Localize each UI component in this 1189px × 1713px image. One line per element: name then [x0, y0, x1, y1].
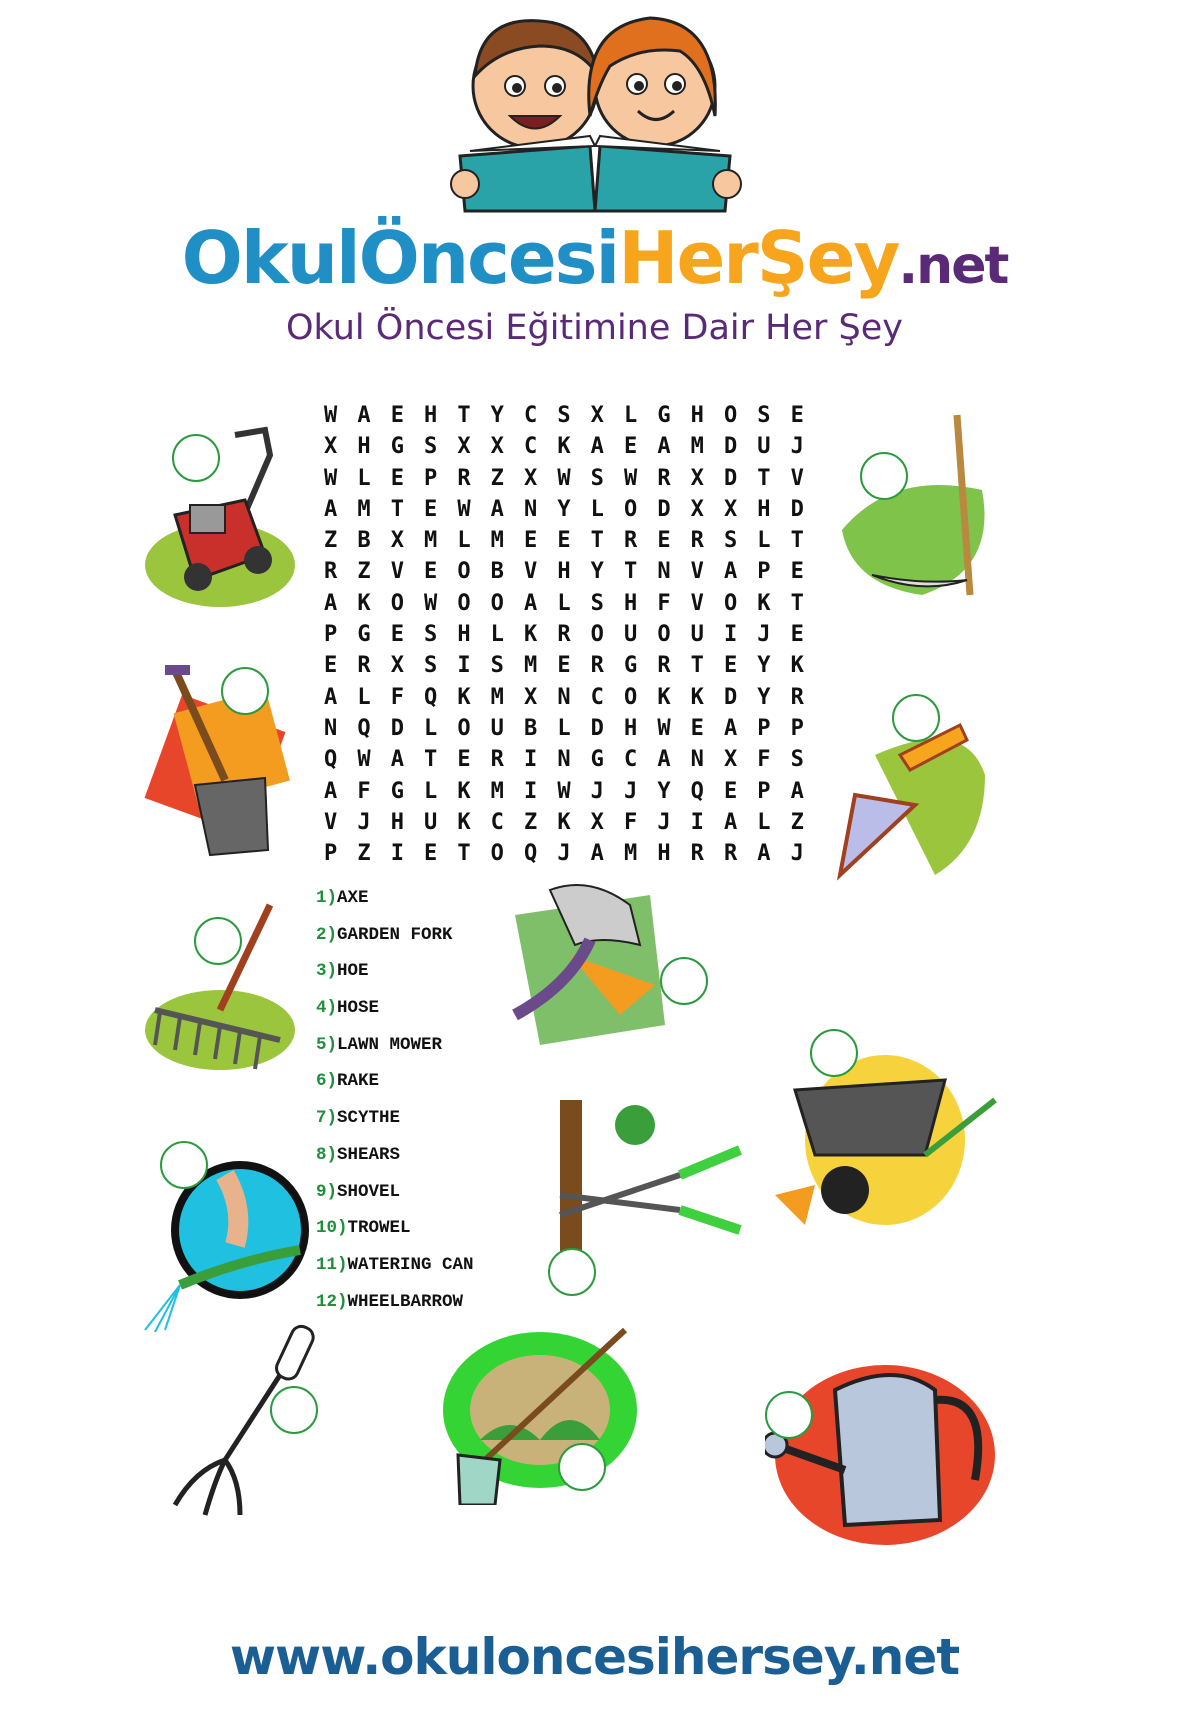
grid-letter[interactable]: A	[657, 434, 671, 460]
grid-letter[interactable]: P	[324, 622, 338, 648]
answer-circle-wheelbarrow[interactable]	[810, 1029, 858, 1077]
grid-letter[interactable]: O	[657, 622, 671, 648]
grid-letter[interactable]: V	[524, 559, 538, 585]
grid-letter[interactable]: I	[524, 778, 538, 804]
grid-letter[interactable]: A	[723, 715, 738, 741]
grid-letter[interactable]: Y	[590, 559, 604, 585]
grid-letter[interactable]: W	[623, 465, 638, 491]
grid-row	[314, 619, 814, 650]
grid-letter[interactable]: O	[390, 590, 404, 616]
grid-letter[interactable]: X	[390, 528, 404, 554]
grid-letter[interactable]: E	[623, 434, 638, 460]
grid-letter[interactable]: A	[324, 778, 338, 804]
grid-letter[interactable]: J	[757, 622, 771, 648]
grid-letter[interactable]: W	[357, 747, 371, 773]
answer-circle-hoe[interactable]	[558, 1443, 606, 1491]
grid-letter[interactable]: F	[623, 809, 638, 835]
grid-letter[interactable]: A	[723, 809, 738, 835]
grid-letter[interactable]: H	[757, 496, 771, 522]
grid-letter[interactable]: O	[590, 622, 604, 648]
grid-letter[interactable]: S	[757, 403, 771, 428]
grid-letter[interactable]: U	[490, 715, 504, 741]
grid-letter[interactable]: L	[490, 622, 504, 648]
word-number: 1)	[316, 888, 338, 908]
grid-letter[interactable]: O	[457, 590, 471, 616]
word-list-item	[316, 1137, 576, 1174]
word-number: 3)	[316, 961, 338, 982]
brand-part-okuloncesi: OkulÖncesi	[181, 216, 619, 300]
grid-letter[interactable]: K	[557, 809, 571, 835]
grid-letter[interactable]: K	[790, 653, 804, 679]
grid-letter[interactable]: H	[457, 622, 471, 648]
grid-letter[interactable]: J	[790, 434, 804, 460]
grid-letter[interactable]: U	[623, 622, 638, 648]
answer-circle-scythe[interactable]	[860, 452, 908, 500]
grid-letter[interactable]: H	[623, 590, 638, 616]
grid-letter[interactable]: L	[757, 528, 771, 554]
grid-letter[interactable]: D	[723, 434, 738, 460]
grid-row	[314, 650, 814, 681]
answer-circle-hose[interactable]	[160, 1141, 208, 1189]
grid-letter[interactable]: Q	[324, 747, 338, 773]
grid-letter[interactable]: Y	[557, 496, 571, 522]
grid-letter[interactable]: N	[524, 496, 538, 522]
grid-letter[interactable]: U	[424, 809, 438, 835]
grid-letter[interactable]: J	[557, 841, 571, 867]
grid-letter[interactable]: E	[790, 622, 804, 648]
grid-letter[interactable]: R	[690, 528, 704, 554]
grid-letter[interactable]: R	[324, 559, 338, 585]
word-number: 11)	[316, 1254, 348, 1275]
brand-title	[0, 216, 1189, 300]
grid-letter[interactable]: D	[390, 715, 404, 741]
grid-letter[interactable]: Z	[357, 559, 371, 585]
grid-letter[interactable]: T	[623, 559, 638, 585]
grid-letter[interactable]: N	[657, 559, 671, 585]
grid-letter[interactable]: C	[490, 809, 504, 835]
word-text: GARDEN FORK	[337, 924, 453, 945]
watering-can-icon	[765, 1350, 995, 1550]
grid-letter[interactable]: R	[657, 465, 671, 491]
grid-letter[interactable]: O	[490, 841, 504, 867]
grid-letter[interactable]: M	[424, 528, 438, 554]
grid-letter[interactable]: A	[590, 841, 604, 867]
grid-letter[interactable]: C	[590, 684, 604, 710]
word-number: 7)	[316, 1108, 338, 1129]
word-list-item	[316, 1210, 576, 1247]
word-list-item	[316, 1247, 576, 1284]
grid-letter[interactable]: N	[690, 747, 704, 773]
grid-letter[interactable]: E	[557, 653, 571, 679]
grid-letter[interactable]: N	[324, 715, 338, 741]
grid-letter[interactable]: O	[490, 590, 504, 616]
grid-row	[314, 776, 814, 807]
grid-letter[interactable]: S	[590, 590, 604, 616]
grid-letter[interactable]: Y	[757, 653, 771, 679]
answer-circle-trowel[interactable]	[892, 694, 940, 742]
grid-letter[interactable]: R	[790, 684, 804, 710]
grid-letter[interactable]: A	[657, 747, 671, 773]
word-number: 8)	[316, 1144, 338, 1165]
grid-letter[interactable]: Q	[690, 778, 704, 804]
grid-letter[interactable]: K	[524, 622, 538, 648]
grid-letter[interactable]: X	[590, 809, 604, 835]
grid-letter[interactable]: A	[490, 496, 504, 522]
grid-letter[interactable]: Z	[790, 809, 804, 835]
grid-letter[interactable]: V	[390, 559, 404, 585]
grid-letter[interactable]: A	[524, 590, 538, 616]
grid-letter[interactable]: M	[490, 528, 504, 554]
grid-letter[interactable]: E	[390, 465, 404, 491]
grid-letter[interactable]: C	[524, 434, 538, 460]
grid-letter[interactable]: R	[490, 747, 504, 773]
grid-letter[interactable]: T	[790, 528, 804, 554]
grid-letter[interactable]: M	[524, 653, 538, 679]
grid-letter[interactable]: R	[357, 653, 371, 679]
grid-letter[interactable]: X	[690, 465, 704, 491]
word-text: HOSE	[337, 998, 380, 1019]
word-text: SCYTHE	[337, 1108, 401, 1129]
grid-letter[interactable]: I	[723, 622, 738, 648]
grid-letter[interactable]: L	[557, 590, 571, 616]
grid-letter[interactable]: P	[790, 715, 804, 741]
grid-letter[interactable]: X	[390, 653, 404, 679]
kids-reading-logo	[440, 6, 750, 221]
grid-letter[interactable]: Z	[324, 528, 338, 554]
grid-letter[interactable]: G	[590, 747, 604, 773]
word-list-item	[316, 1174, 576, 1211]
grid-row	[314, 744, 814, 775]
grid-letter[interactable]: P	[757, 559, 771, 585]
grid-letter[interactable]: E	[790, 559, 804, 585]
grid-letter[interactable]: E	[524, 528, 538, 554]
grid-letter[interactable]: H	[357, 434, 371, 460]
grid-letter[interactable]: K	[357, 590, 371, 616]
grid-letter[interactable]: T	[424, 747, 438, 773]
grid-letter[interactable]: Z	[490, 465, 504, 491]
grid-letter[interactable]: T	[690, 653, 704, 679]
grid-letter[interactable]: X	[590, 403, 604, 428]
answer-circle-shovel[interactable]	[221, 667, 269, 715]
grid-letter[interactable]: K	[457, 778, 471, 804]
grid-letter[interactable]: K	[690, 684, 704, 710]
grid-letter[interactable]: I	[524, 747, 538, 773]
word-text: SHOVEL	[337, 1181, 401, 1202]
grid-letter[interactable]: Q	[357, 715, 371, 741]
grid-letter[interactable]: E	[424, 841, 438, 867]
grid-letter[interactable]: O	[723, 403, 738, 428]
word-search-grid	[314, 400, 814, 869]
grid-letter[interactable]: L	[623, 403, 638, 428]
grid-letter[interactable]: W	[557, 778, 571, 804]
grid-letter[interactable]: E	[690, 715, 704, 741]
grid-letter[interactable]: P	[757, 715, 771, 741]
word-list-item	[316, 1100, 576, 1137]
grid-letter[interactable]: S	[790, 747, 804, 773]
grid-letter[interactable]: Q	[524, 841, 538, 867]
grid-letter[interactable]: U	[757, 434, 771, 460]
word-text: SHEARS	[337, 1144, 401, 1165]
word-number: 4)	[316, 998, 338, 1019]
grid-letter[interactable]: H	[390, 809, 404, 835]
word-number: 2)	[316, 924, 338, 945]
grid-row	[314, 588, 814, 619]
answer-circle-lawn-mower[interactable]	[172, 434, 220, 482]
grid-letter[interactable]: Y	[657, 778, 671, 804]
grid-letter[interactable]: Q	[424, 684, 438, 710]
grid-letter[interactable]: I	[690, 809, 704, 835]
grid-letter[interactable]: W	[457, 496, 471, 522]
grid-letter[interactable]: R	[723, 841, 738, 867]
grid-letter[interactable]: S	[723, 528, 738, 554]
grid-letter[interactable]: M	[357, 496, 371, 522]
grid-letter[interactable]: X	[457, 434, 471, 460]
grid-letter[interactable]: L	[590, 496, 604, 522]
axe-icon	[500, 865, 680, 1055]
grid-letter[interactable]: X	[723, 747, 738, 773]
word-number: 12)	[316, 1291, 348, 1312]
grid-letter[interactable]: X	[324, 434, 338, 460]
word-number: 10)	[316, 1218, 348, 1239]
grid-letter[interactable]: T	[390, 496, 404, 522]
grid-letter[interactable]: O	[457, 715, 471, 741]
grid-letter[interactable]: Z	[357, 841, 371, 867]
grid-letter[interactable]: F	[390, 684, 404, 710]
grid-letter[interactable]: B	[357, 528, 371, 554]
word-list-item	[316, 1063, 576, 1100]
brand-part-hersey: HerŞey	[618, 216, 899, 300]
grid-letter[interactable]: U	[690, 622, 704, 648]
grid-row	[314, 400, 814, 431]
grid-letter[interactable]: J	[623, 778, 638, 804]
grid-letter[interactable]: S	[590, 465, 604, 491]
grid-letter[interactable]: E	[324, 653, 338, 679]
grid-letter[interactable]: A	[590, 434, 604, 460]
grid-letter[interactable]: R	[623, 528, 638, 554]
grid-letter[interactable]: A	[790, 778, 804, 804]
grid-letter[interactable]: A	[357, 403, 371, 428]
grid-letter[interactable]: S	[424, 622, 438, 648]
grid-letter[interactable]: G	[657, 403, 671, 428]
grid-letter[interactable]: M	[623, 841, 638, 867]
grid-letter[interactable]: S	[490, 653, 504, 679]
grid-letter[interactable]: G	[623, 653, 638, 679]
grid-letter[interactable]: T	[457, 841, 471, 867]
grid-letter[interactable]: S	[424, 434, 438, 460]
word-text: RAKE	[337, 1071, 380, 1092]
wheelbarrow-icon	[775, 1045, 1005, 1245]
grid-letter[interactable]: C	[623, 747, 638, 773]
word-text: HOE	[337, 961, 369, 982]
grid-letter[interactable]: P	[424, 465, 438, 491]
grid-letter[interactable]: T	[790, 590, 804, 616]
grid-letter[interactable]: M	[690, 434, 704, 460]
grid-letter[interactable]: E	[790, 403, 804, 428]
lawn-mower-icon	[140, 415, 300, 615]
grid-letter[interactable]: A	[757, 841, 771, 867]
grid-row	[314, 494, 814, 525]
grid-letter[interactable]: K	[757, 590, 771, 616]
grid-letter[interactable]: P	[324, 841, 338, 867]
grid-letter[interactable]: D	[723, 465, 738, 491]
grid-letter[interactable]: A	[324, 496, 338, 522]
word-list-item	[316, 1284, 576, 1321]
grid-letter[interactable]: E	[424, 496, 438, 522]
grid-letter[interactable]: D	[723, 684, 738, 710]
grid-letter[interactable]: N	[557, 684, 571, 710]
tagline: Okul Öncesi Eğitimine Dair Her Şey	[286, 308, 903, 348]
grid-letter[interactable]: S	[557, 403, 571, 428]
grid-letter[interactable]: V	[690, 590, 704, 616]
grid-letter[interactable]: A	[324, 684, 338, 710]
grid-letter[interactable]: R	[690, 841, 704, 867]
grid-letter[interactable]: S	[424, 653, 438, 679]
grid-letter[interactable]: J	[357, 809, 371, 835]
grid-letter[interactable]: R	[590, 653, 604, 679]
grid-letter[interactable]: D	[657, 496, 671, 522]
grid-letter[interactable]: W	[424, 590, 438, 616]
grid-letter[interactable]: E	[723, 778, 738, 804]
grid-letter[interactable]: H	[657, 841, 671, 867]
word-text: LAWN MOWER	[337, 1034, 443, 1055]
grid-letter[interactable]: E	[657, 528, 671, 554]
grid-letter[interactable]: R	[657, 653, 671, 679]
footer-url: www.okuloncesihersey.net	[229, 1628, 960, 1686]
answer-circle-shears[interactable]	[548, 1248, 596, 1296]
grid-letter[interactable]: I	[457, 653, 471, 679]
grid-letter[interactable]: D	[790, 496, 804, 522]
grid-letter[interactable]: H	[424, 403, 438, 428]
grid-letter[interactable]: D	[590, 715, 604, 741]
grid-letter[interactable]: H	[557, 559, 571, 585]
word-text: TROWEL	[347, 1218, 411, 1239]
grid-letter[interactable]: B	[524, 715, 538, 741]
grid-row	[314, 463, 814, 494]
grid-letter[interactable]: H	[690, 403, 704, 428]
word-number: 6)	[316, 1071, 338, 1092]
grid-letter[interactable]: L	[457, 528, 471, 554]
grid-letter[interactable]: K	[457, 809, 471, 835]
grid-letter[interactable]: Z	[524, 809, 538, 835]
grid-letter[interactable]: A	[723, 559, 738, 585]
grid-row	[314, 682, 814, 713]
grid-letter[interactable]: F	[357, 778, 371, 804]
grid-letter[interactable]: O	[457, 559, 471, 585]
shears-icon	[550, 1095, 750, 1275]
grid-letter[interactable]: E	[723, 653, 738, 679]
word-text: AXE	[337, 888, 369, 908]
grid-letter[interactable]: X	[723, 496, 738, 522]
grid-letter[interactable]: V	[324, 809, 338, 835]
word-text: WATERING CAN	[347, 1254, 474, 1275]
grid-row	[314, 713, 814, 744]
grid-letter[interactable]: W	[324, 465, 338, 491]
grid-letter[interactable]: V	[690, 559, 704, 585]
grid-letter[interactable]: F	[757, 747, 771, 773]
grid-letter[interactable]: L	[357, 465, 371, 491]
grid-letter[interactable]: O	[623, 496, 638, 522]
answer-circle-garden-fork[interactable]	[270, 1386, 318, 1434]
word-text: WHEELBARROW	[347, 1291, 464, 1312]
grid-letter[interactable]: X	[490, 434, 504, 460]
scythe-icon	[832, 410, 997, 610]
word-number: 9)	[316, 1181, 338, 1202]
grid-row	[314, 431, 814, 462]
answer-circle-rake[interactable]	[194, 917, 242, 965]
grid-letter[interactable]: G	[357, 622, 371, 648]
grid-letter[interactable]: F	[657, 590, 671, 616]
grid-letter[interactable]: L	[757, 809, 771, 835]
grid-letter[interactable]: E	[557, 528, 571, 554]
grid-letter[interactable]: G	[390, 778, 404, 804]
grid-letter[interactable]: C	[524, 403, 538, 428]
word-number: 5)	[316, 1034, 338, 1055]
grid-letter[interactable]: J	[590, 778, 604, 804]
hoe-icon	[440, 1320, 640, 1505]
grid-letter[interactable]: J	[790, 841, 804, 867]
grid-letter[interactable]: M	[490, 684, 504, 710]
grid-letter[interactable]: W	[557, 465, 571, 491]
grid-letter[interactable]: P	[757, 778, 771, 804]
grid-letter[interactable]: Y	[757, 684, 771, 710]
grid-letter[interactable]: L	[357, 684, 371, 710]
grid-letter[interactable]: L	[557, 715, 571, 741]
grid-letter[interactable]: V	[790, 465, 804, 491]
grid-letter[interactable]: E	[457, 747, 471, 773]
grid-letter[interactable]: O	[723, 590, 738, 616]
grid-letter[interactable]: B	[490, 559, 504, 585]
grid-letter[interactable]: X	[524, 684, 538, 710]
grid-row	[314, 807, 814, 838]
grid-letter[interactable]: E	[390, 622, 404, 648]
grid-letter[interactable]: O	[623, 684, 638, 710]
grid-letter[interactable]: R	[457, 465, 471, 491]
grid-letter[interactable]: W	[324, 403, 338, 428]
brand-part-net: .net	[898, 236, 1008, 296]
grid-letter[interactable]: N	[557, 747, 571, 773]
grid-letter[interactable]: K	[557, 434, 571, 460]
grid-letter[interactable]: R	[557, 622, 571, 648]
grid-letter[interactable]: A	[390, 747, 404, 773]
grid-letter[interactable]: K	[457, 684, 471, 710]
grid-letter[interactable]: A	[324, 590, 338, 616]
answer-circle-axe[interactable]	[660, 957, 708, 1005]
grid-letter[interactable]: T	[590, 528, 604, 554]
grid-row	[314, 525, 814, 556]
grid-letter[interactable]: X	[524, 465, 538, 491]
grid-letter[interactable]: W	[657, 715, 671, 741]
grid-letter[interactable]: X	[690, 496, 704, 522]
grid-letter[interactable]: T	[457, 403, 471, 428]
grid-row	[314, 556, 814, 587]
grid-letter[interactable]: H	[623, 715, 638, 741]
grid-letter[interactable]: T	[757, 465, 771, 491]
answer-circle-watering-can[interactable]	[765, 1391, 813, 1439]
grid-letter[interactable]: K	[657, 684, 671, 710]
grid-letter[interactable]: M	[490, 778, 504, 804]
grid-letter[interactable]: L	[424, 778, 438, 804]
grid-letter[interactable]: I	[390, 841, 404, 867]
grid-letter[interactable]: Y	[490, 403, 504, 428]
grid-letter[interactable]: J	[657, 809, 671, 835]
grid-letter[interactable]: G	[390, 434, 404, 460]
grid-letter[interactable]: E	[424, 559, 438, 585]
grid-letter[interactable]: L	[424, 715, 438, 741]
grid-letter[interactable]: E	[390, 403, 404, 428]
